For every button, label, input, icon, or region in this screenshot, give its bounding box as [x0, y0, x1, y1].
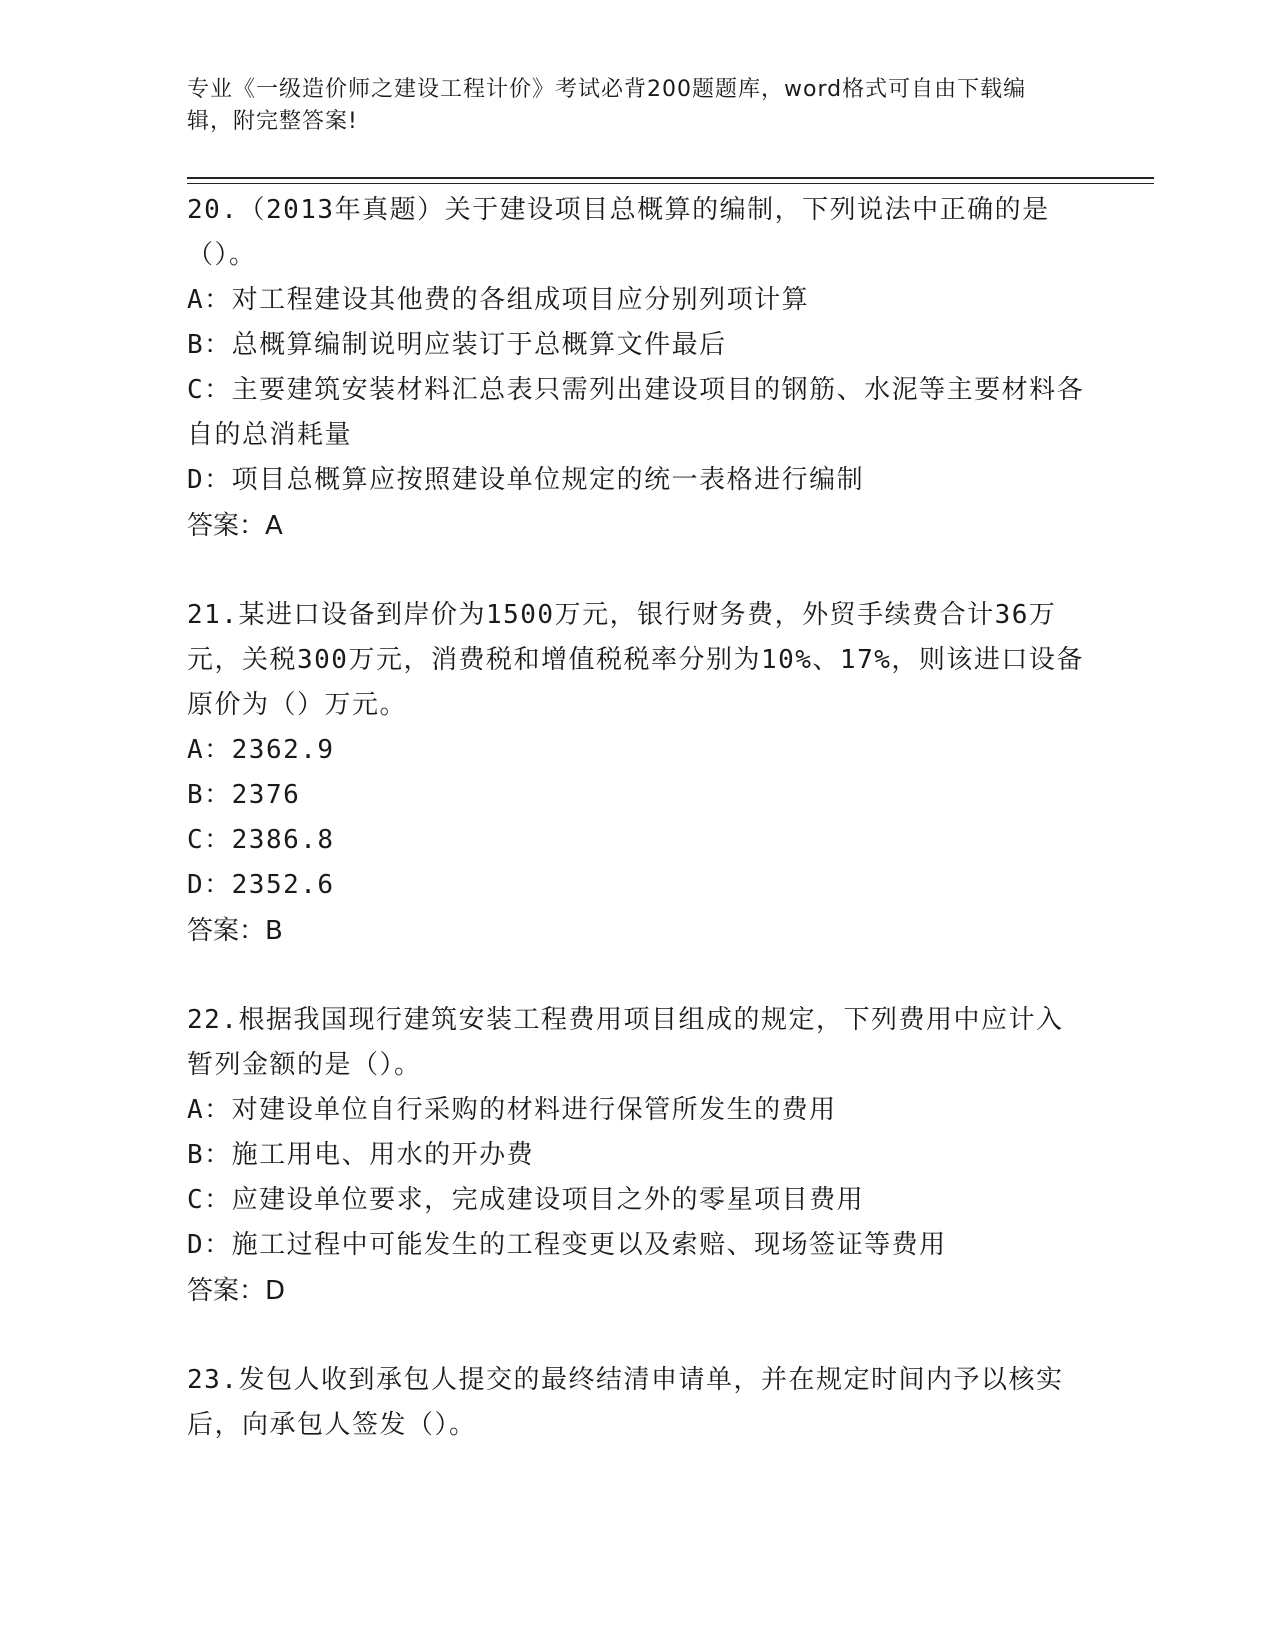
option-d: D：项目总概算应按照建设单位规定的统一表格进行编制	[187, 465, 865, 495]
question-stem: 21.某进口设备到岸价为1500万元，银行财务费，外贸手续费合计36万元，关税300万元，消费税和增值税税率分别为10%、17%，则该进口设备原价为（）万元。	[187, 600, 1084, 720]
option-c: C：主要建筑安装材料汇总表只需列出建设项目的钢筋、水泥等主要材料各自的总消耗量	[187, 375, 1085, 450]
option-c: C：2386.8	[187, 825, 335, 855]
option-d: D：2352.6	[187, 870, 335, 900]
option-c: C：应建设单位要求，完成建设项目之外的零星项目费用	[187, 1185, 865, 1215]
answer-label: 答案：D	[187, 1276, 286, 1306]
question-23	[187, 1358, 1087, 1448]
question-stem: 23.发包人收到承包人提交的最终结清申请单，并在规定时间内予以核实后，向承包人签发（）。	[187, 1365, 1064, 1440]
question-21	[187, 593, 1087, 954]
header-divider-thick	[187, 177, 1154, 179]
header-divider-thin	[187, 183, 1154, 184]
option-b: B：总概算编制说明应装订于总概算文件最后	[187, 330, 727, 360]
option-d: D：施工过程中可能发生的工程变更以及索赔、现场签证等费用	[187, 1230, 947, 1260]
question-stem: 22.根据我国现行建筑安装工程费用项目组成的规定，下列费用中应计入暂列金额的是（）。	[187, 1005, 1064, 1080]
answer-label: 答案：A	[187, 511, 283, 541]
question-stem: 20.（2013年真题）关于建设项目总概算的编制，下列说法中正确的是（）。	[187, 195, 1050, 270]
question-22	[187, 998, 1087, 1314]
question-list	[187, 188, 1087, 1492]
option-a: A：2362.9	[187, 735, 335, 765]
option-a: A：对工程建设其他费的各组成项目应分别列项计算	[187, 285, 810, 315]
option-b: B：施工用电、用水的开办费	[187, 1140, 535, 1170]
question-20	[187, 188, 1087, 549]
option-a: A：对建设单位自行采购的材料进行保管所发生的费用	[187, 1095, 837, 1125]
option-b: B：2376	[187, 780, 301, 810]
document-intro: 专业《一级造价师之建设工程计价》考试必背200题题库，word格式可自由下载编辑，附完整答案!	[187, 77, 1027, 134]
answer-label: 答案：B	[187, 916, 283, 946]
